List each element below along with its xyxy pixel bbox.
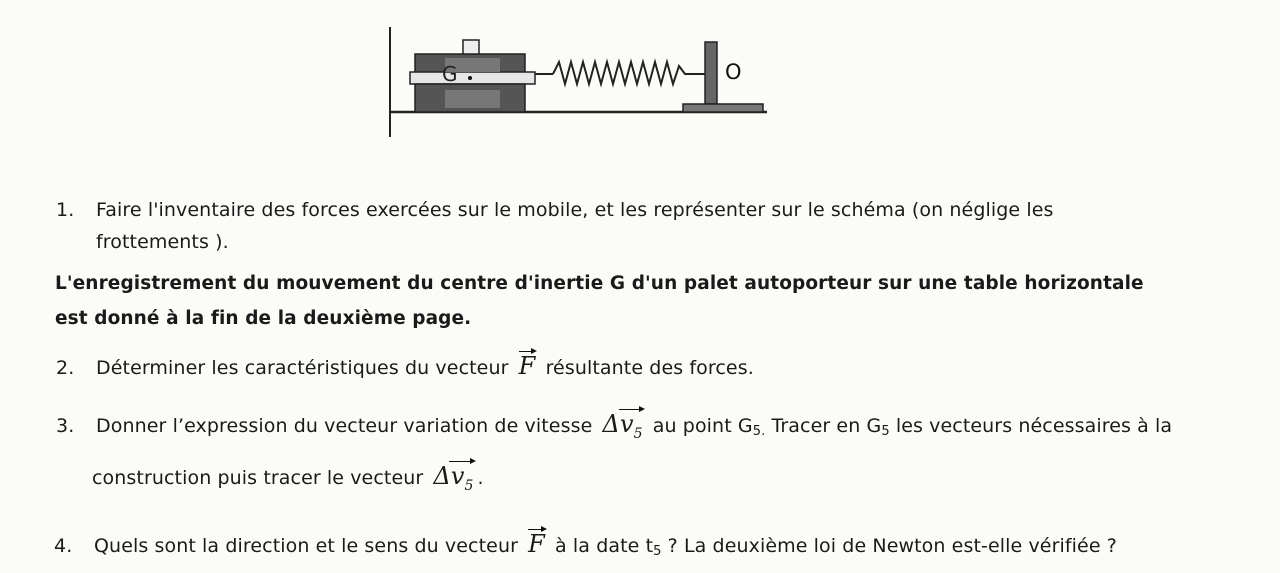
- vector-delta-v-symbol-2: Δv: [433, 462, 465, 490]
- vector-arrow-icon: [519, 348, 538, 356]
- question-3-line-2-before: construction puis tracer le vecteur: [92, 467, 424, 489]
- question-1-text: Faire l'inventaire des forces exercées sur le mobile, et les représenter sur le schéma (on néglige les: [96, 199, 1054, 221]
- spring-mobile-diagram: [385, 22, 775, 142]
- spring: [553, 62, 707, 84]
- question-3-text-before: Donner l’expression du vecteur variation de vitesse: [96, 415, 593, 437]
- vector-f-symbol-2: F: [528, 530, 545, 558]
- question-3-mid-sub: 5.: [752, 424, 766, 439]
- question-1-number: 1.: [56, 199, 75, 221]
- question-3-after-1-sub: 5: [881, 424, 890, 439]
- vector-delta-v-subscript-2: 5: [464, 477, 474, 494]
- question-4-number: 4.: [54, 535, 73, 557]
- question-4-mid: à la date t: [555, 535, 654, 557]
- paragraph-line-1: L'enregistrement du mouvement du centre d'inertie G d'un palet autoporteur sur une table horizontale: [55, 273, 1144, 294]
- vector-delta-v-symbol: Δv: [602, 410, 634, 438]
- question-4: [54, 532, 1117, 564]
- paragraph-line-2: est donné à la fin de la deuxième page.: [55, 308, 472, 329]
- question-4-after: ? La deuxième loi de Newton est-elle vérifiée ?: [661, 535, 1117, 557]
- question-4-text-before: Quels sont la direction et le sens du vecteur: [94, 535, 518, 557]
- label-g: G: [442, 62, 458, 86]
- vector-arrow-icon: [619, 406, 645, 414]
- question-3-mid: au point G: [652, 415, 753, 437]
- question-1-line-2: [96, 230, 229, 254]
- question-2-text-before: Déterminer les caractéristiques du vecteur: [96, 357, 509, 379]
- question-3-line-1: [56, 412, 1172, 446]
- vector-delta-v5-second: [429, 464, 477, 498]
- question-3-line-2-after: .: [477, 467, 484, 489]
- question-1-line-1: [56, 198, 1054, 222]
- vector-delta-v5: [599, 412, 647, 446]
- vector-f-second: [524, 532, 549, 556]
- question-3-after-1: Tracer en G: [765, 415, 882, 437]
- question-3-number: 3.: [56, 415, 75, 437]
- vector-delta-v-subscript: 5: [633, 425, 643, 442]
- vector-f: [515, 354, 540, 378]
- question-2: [56, 354, 754, 380]
- vector-arrow-icon: [528, 526, 547, 534]
- label-o: O: [725, 60, 742, 84]
- question-2-text-after: résultante des forces.: [545, 357, 754, 379]
- fixed-post: [705, 42, 717, 104]
- question-1-text-cont: frottements ).: [96, 231, 229, 253]
- vector-arrow-icon: [449, 458, 475, 466]
- question-2-number: 2.: [56, 357, 75, 379]
- question-3-after-2: les vecteurs nécessaires à la: [889, 415, 1173, 437]
- vector-f-symbol: F: [518, 352, 536, 380]
- question-4-mid-sub: 5: [653, 544, 662, 559]
- question-3-line-2: [92, 464, 484, 498]
